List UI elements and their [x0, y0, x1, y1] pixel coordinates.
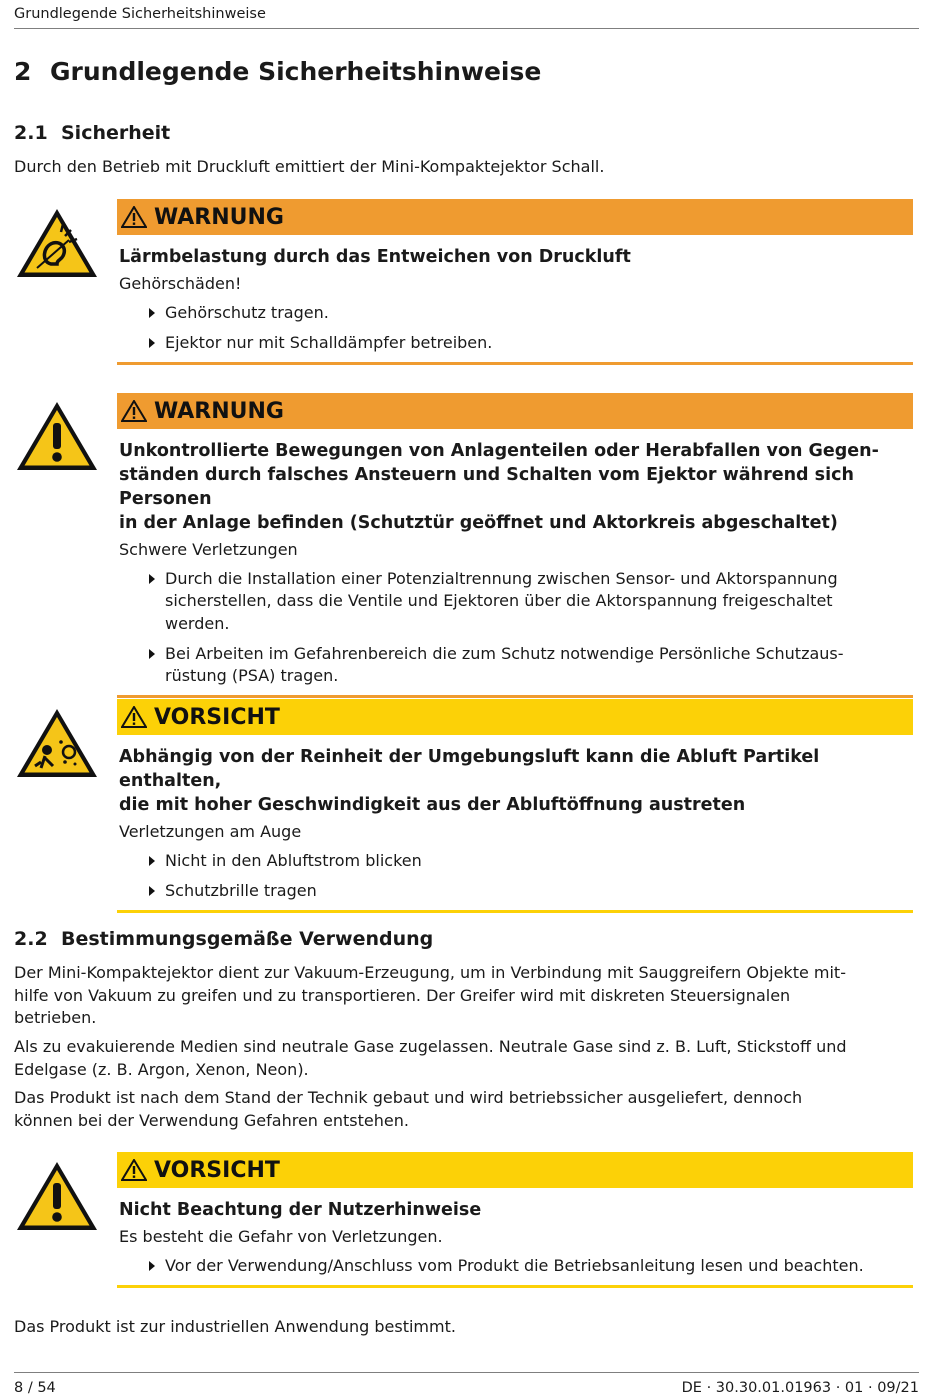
action-list: [117, 1255, 913, 1278]
section-title: Sicherheit: [61, 122, 171, 144]
bullet-arrow-icon: [149, 1261, 155, 1271]
ear-noise-hazard-icon: [15, 206, 99, 280]
notice-rule: [117, 910, 913, 913]
action-item: Nicht in den Abluftstrom blicken: [117, 850, 913, 873]
bullet-arrow-icon: [149, 574, 155, 584]
section-number: 2.1: [14, 122, 48, 144]
chapter-title: Grundlegende Sicherheitshinweise: [50, 57, 542, 86]
notice-consequence: Verletzungen am Auge: [119, 822, 302, 841]
action-list: [117, 568, 913, 688]
signal-bar: [117, 699, 913, 735]
action-item: Schutzbrille tragen: [117, 880, 913, 903]
action-item: Gehörschutz tragen.: [117, 302, 913, 325]
notice-title: Abhängig von der Reinheit der Umgebungsluft kann die Abluft Partikel enthalten, die mit hoher Geschwindigkeit aus der Abluftöffnung austreten: [119, 747, 820, 815]
notice-rule: [117, 1285, 913, 1288]
paragraph: Das Produkt ist nach dem Stand der Technik gebaut und wird betriebssicher ausgeliefert, dennoch können bei der Verwendung Gefahren entstehen.: [14, 1088, 803, 1130]
paragraph: Der Mini-Kompaktejektor dient zur Vakuum-Erzeugung, um in Verbindung mit Sauggreifern Objekte mit- hilfe von Vakuum zu greifen und zu transportieren. Der Greifer wird mit diskreten Steuersignalen betrieben.: [14, 963, 846, 1027]
notice-title: Unkontrollierte Bewegungen von Anlagenteilen oder Herabfallen von Gegen- ständen durch falsches Ansteuern und Schalten vom Ejektor während sich Personen in der Anlage befinden (Schutztür geöffnet und Aktorkreis abgeschaltet): [119, 441, 879, 533]
signal-bar: [117, 393, 913, 429]
notice-consequence: Gehörschäden!: [119, 274, 242, 293]
notice-rule: [117, 695, 913, 698]
section-heading-safety: [14, 122, 170, 144]
notice-consequence: Es besteht die Gefahr von Verletzungen.: [119, 1227, 443, 1246]
notice-title: Nicht Beachtung der Nutzerhinweise: [119, 1200, 482, 1220]
section-number: 2.2: [14, 928, 48, 950]
action-item: Ejektor nur mit Schalldämpfer betreiben.: [117, 332, 913, 355]
caution-notice: [117, 1152, 913, 1288]
bullet-arrow-icon: [149, 338, 155, 348]
running-header-title: Grundlegende Sicherheitshinweise: [14, 6, 266, 22]
section-intro: Durch den Betrieb mit Druckluft emittiert der Mini-Kompaktejektor Schall.: [14, 157, 605, 176]
warning-notice: [117, 393, 913, 698]
closing-statement: Das Produkt ist zur industriellen Anwendung bestimmt.: [14, 1317, 456, 1336]
running-footer: [14, 1372, 919, 1398]
bullet-arrow-icon: [149, 308, 155, 318]
signal-word: VORSICHT: [154, 704, 280, 730]
chapter-number: 2: [14, 57, 32, 86]
bullet-arrow-icon: [149, 886, 155, 896]
warning-triangle-icon: [121, 206, 147, 228]
action-list: [117, 850, 913, 903]
general-warning-icon: [15, 1159, 99, 1233]
action-item: Durch die Installation einer Potenzialtrennung zwischen Sensor- und Aktorspannung sicherstellen, dass die Ventile und Ejektoren über die Aktorspannung freigeschaltet werden.: [117, 568, 913, 636]
running-header: [14, 6, 919, 29]
notice-title: Lärmbelastung durch das Entweichen von Druckluft: [119, 247, 631, 267]
general-warning-icon: [15, 399, 99, 473]
signal-bar: [117, 199, 913, 235]
notice-rule: [117, 362, 913, 365]
bullet-arrow-icon: [149, 649, 155, 659]
section-title: Bestimmungsgemäße Verwendung: [61, 928, 434, 950]
warning-triangle-icon: [121, 400, 147, 422]
warning-notice: [117, 199, 913, 365]
section-heading-intended-use: [14, 928, 433, 950]
action-item: Vor der Verwendung/Anschluss vom Produkt die Betriebsanleitung lesen und beachten.: [117, 1255, 913, 1278]
caution-notice: [117, 699, 913, 913]
chapter-heading: [14, 57, 541, 86]
action-list: [117, 302, 913, 355]
flying-particles-hazard-icon: [15, 706, 99, 780]
document-id: DE · 30.30.01.01963 · 01 · 09/21: [681, 1380, 919, 1396]
signal-word: WARNUNG: [154, 398, 284, 424]
paragraph: Als zu evakuierende Medien sind neutrale Gase zugelassen. Neutrale Gase sind z. B. Luft, Stickstoff und Edelgase (z. B. Argon, Xenon, Neon).: [14, 1037, 847, 1079]
warning-triangle-icon: [121, 706, 147, 728]
page-number: 8 / 54: [14, 1380, 56, 1396]
bullet-arrow-icon: [149, 856, 155, 866]
signal-word: WARNUNG: [154, 204, 284, 230]
action-item: Bei Arbeiten im Gefahrenbereich die zum Schutz notwendige Persönliche Schutzaus- rüstung (PSA) tragen.: [117, 643, 913, 688]
warning-triangle-icon: [121, 1159, 147, 1181]
signal-bar: [117, 1152, 913, 1188]
signal-word: VORSICHT: [154, 1157, 280, 1183]
notice-consequence: Schwere Verletzungen: [119, 540, 298, 559]
